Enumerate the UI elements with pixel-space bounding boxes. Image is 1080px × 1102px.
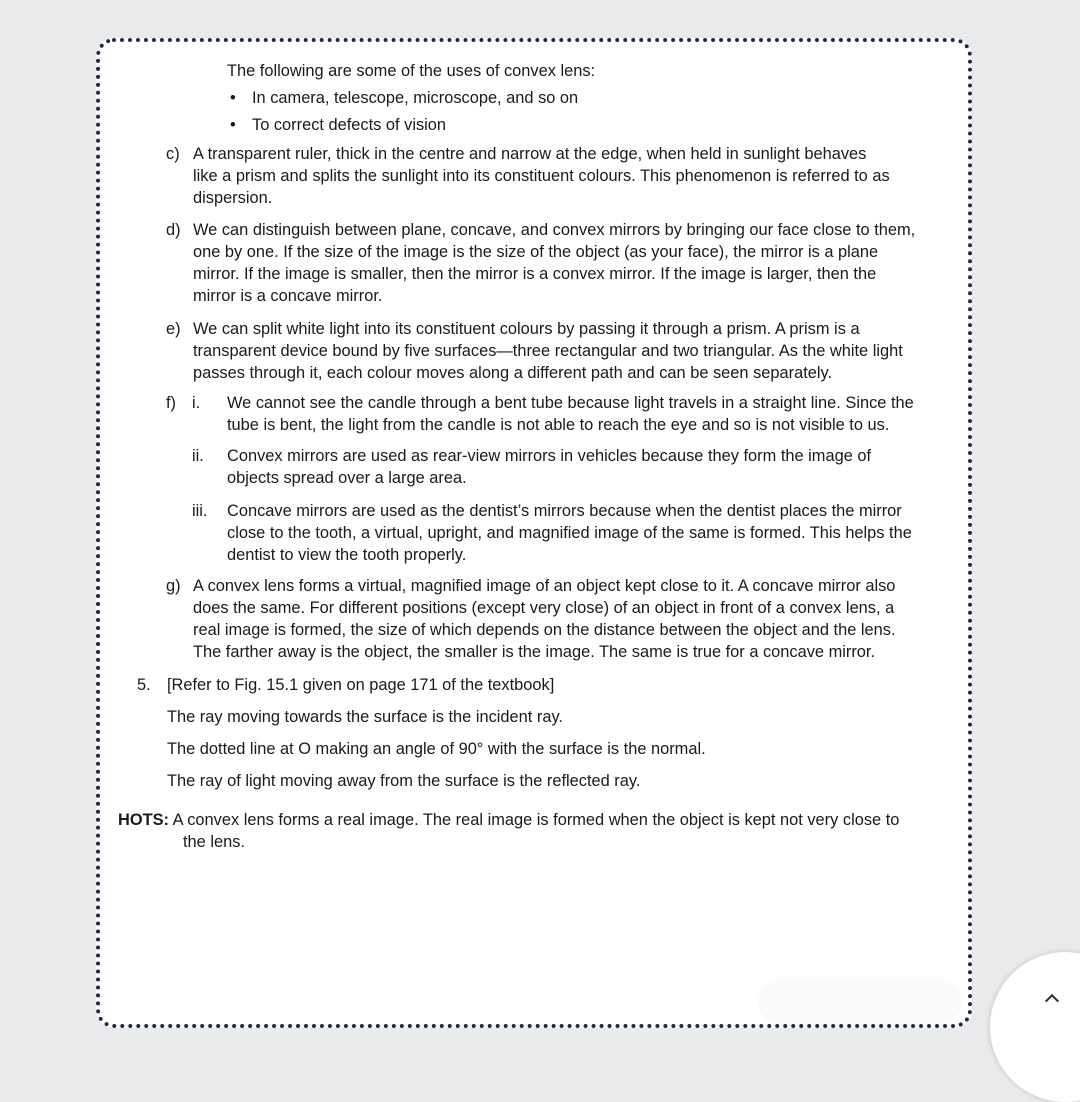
q5-reference: [Refer to Fig. 15.1 given on page 171 of the textbook] bbox=[167, 676, 555, 694]
text-line: A transparent ruler, thick in the centre and narrow at the edge, when held in sunlight behaves bbox=[193, 145, 867, 163]
text-line: A convex lens forms a virtual, magnified image of an object kept close to it. A concave mirror also bbox=[193, 577, 896, 595]
faded-overlay-pill bbox=[760, 982, 960, 1022]
bullet-item: In camera, telescope, microscope, and so on bbox=[252, 89, 579, 107]
text-line: real image is formed, the size of which depends on the distance between the object and the lens. bbox=[193, 621, 896, 639]
text-line: objects spread over a large area. bbox=[227, 469, 467, 487]
text-line: Convex mirrors are used as rear-view mirrors in vehicles because they form the image of bbox=[227, 447, 872, 465]
text-line: tube is bent, the light from the candle is not able to reach the eye and so is not visible to us. bbox=[227, 416, 890, 434]
hots-text-line: A convex lens forms a real image. The real image is formed when the object is kept not very close to bbox=[172, 811, 900, 829]
answer-item-c bbox=[193, 143, 890, 209]
text-line: Concave mirrors are used as the dentist’s mirrors because when the dentist places the mirror bbox=[227, 502, 902, 520]
q5-normal: The dotted line at O making an angle of 90° with the surface is the normal. bbox=[167, 740, 706, 758]
q5-incident-ray: The ray moving towards the surface is the incident ray. bbox=[167, 708, 563, 726]
item-label-f: f) bbox=[166, 394, 177, 412]
answer-item-f-iii bbox=[227, 500, 912, 566]
answer-item-f-i bbox=[227, 392, 914, 436]
text-line: The farther away is the object, the smaller is the image. The same is true for a concave mirror. bbox=[193, 643, 876, 661]
text-line: mirror. If the image is smaller, then the mirror is a convex mirror. If the image is larger, then the bbox=[193, 265, 877, 283]
convex-lens-uses-intro: The following are some of the uses of convex lens: bbox=[227, 62, 596, 80]
hots-label: HOTS: bbox=[118, 811, 169, 829]
subitem-label-iii: iii. bbox=[192, 502, 208, 520]
answer-item-e bbox=[193, 318, 903, 384]
hots-answer bbox=[118, 809, 899, 853]
text-line: like a prism and splits the sunlight into its constituent colours. This phenomenon is referred to as bbox=[193, 167, 890, 185]
text-line: passes through it, each colour moves along a different path and can be seen separately. bbox=[193, 364, 833, 382]
item-label-c: c) bbox=[166, 145, 180, 163]
bullet-marker: • bbox=[230, 116, 236, 134]
text-line: dispersion. bbox=[193, 189, 273, 207]
question-number-5: 5. bbox=[137, 676, 151, 694]
item-label-g: g) bbox=[166, 577, 181, 595]
subitem-label-ii: ii. bbox=[192, 447, 204, 465]
answer-page bbox=[96, 38, 972, 1028]
text-line: dentist to view the tooth properly. bbox=[227, 546, 467, 564]
bullet-item: To correct defects of vision bbox=[252, 116, 447, 134]
text-line: We cannot see the candle through a bent tube because light travels in a straight line. Since the bbox=[227, 394, 914, 412]
text-line: mirror is a concave mirror. bbox=[193, 287, 383, 305]
text-line: We can split white light into its constituent colours by passing it through a prism. A prism is a bbox=[193, 320, 860, 338]
scroll-to-top-button[interactable] bbox=[990, 952, 1080, 1102]
hots-text-line: the lens. bbox=[183, 833, 245, 851]
text-line: close to the tooth, a virtual, upright, and magnified image of the same is formed. This helps the bbox=[227, 524, 912, 542]
answer-item-d bbox=[193, 219, 915, 307]
item-label-d: d) bbox=[166, 221, 181, 239]
answer-item-g bbox=[193, 575, 896, 663]
text-line: We can distinguish between plane, concave, and convex mirrors by bringing our face close to them, bbox=[193, 221, 916, 239]
answer-item-f-ii bbox=[227, 445, 871, 489]
text-line: one by one. If the size of the image is the size of the object (as your face), the mirror is a plane bbox=[193, 243, 879, 261]
text-line: does the same. For different positions (except very close) of an object in front of a convex lens, a bbox=[193, 599, 895, 617]
bullet-marker: • bbox=[230, 89, 236, 107]
text-line: transparent device bound by five surfaces—three rectangular and two triangular. As the white light bbox=[193, 342, 903, 360]
q5-reflected-ray: The ray of light moving away from the surface is the reflected ray. bbox=[167, 772, 641, 790]
item-label-e: e) bbox=[166, 320, 181, 338]
subitem-label-i: i. bbox=[192, 394, 201, 412]
